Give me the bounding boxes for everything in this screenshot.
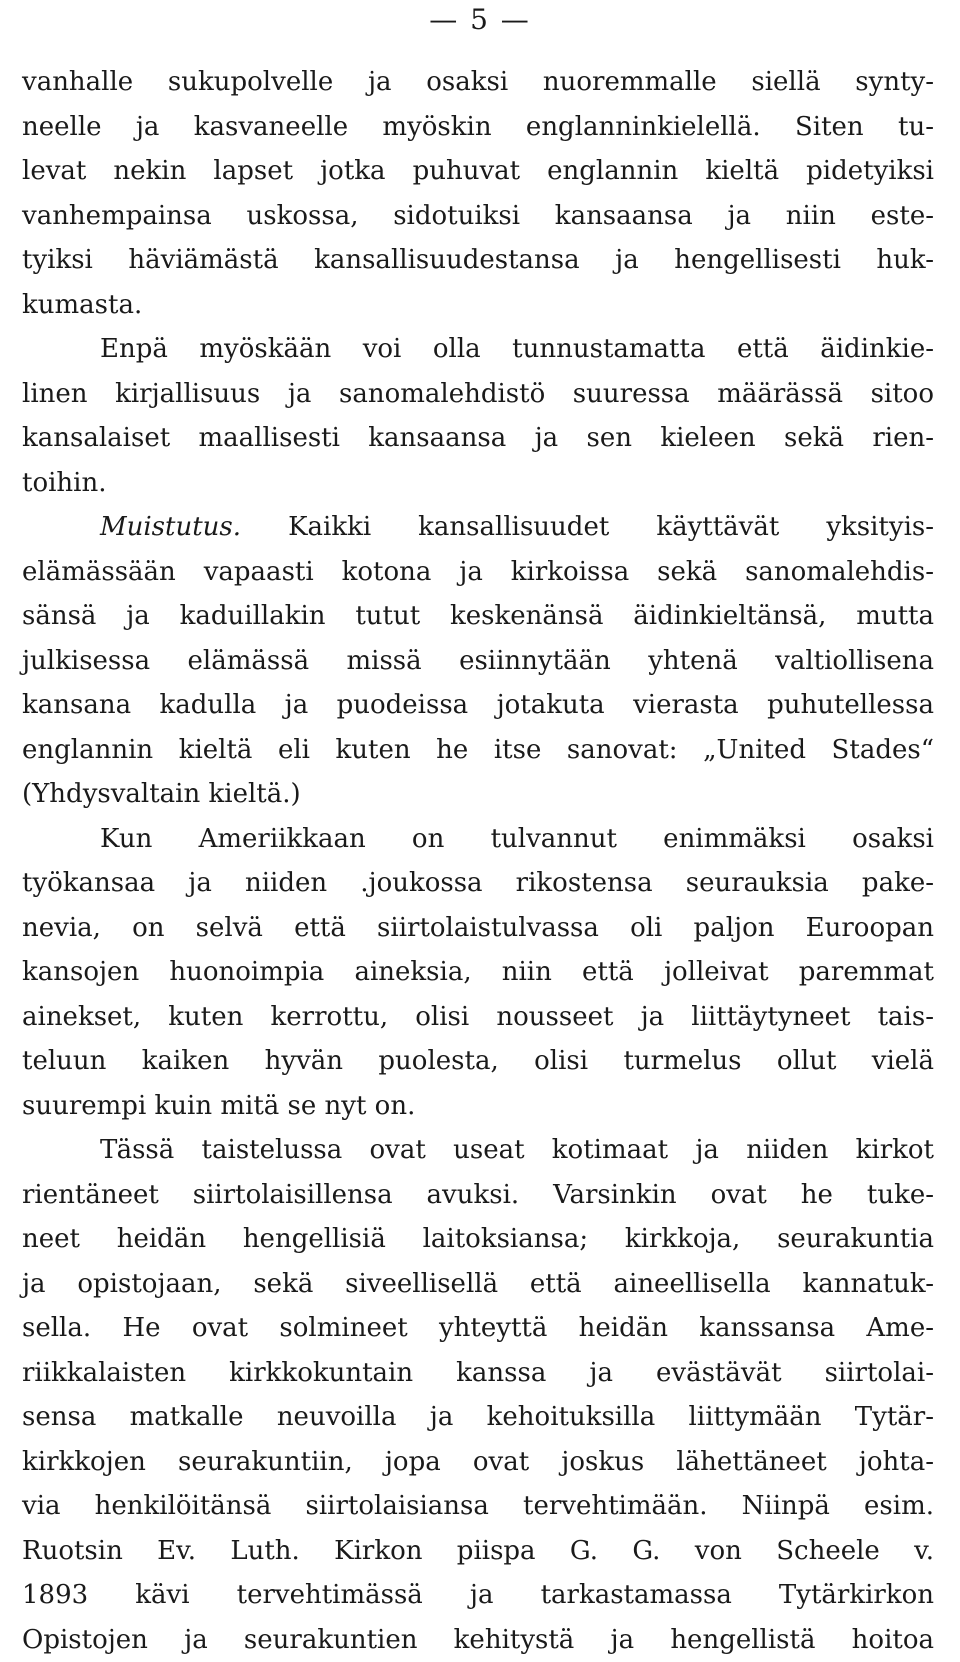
text-line: englannin kieltä eli kuten he itse sanovat: „United Stades“ (22, 728, 934, 773)
text-line: riikkalaisten kirkkokuntain kanssa ja evästävät siirtolai- (22, 1351, 934, 1396)
text-line: linen kirjallisuus ja sanomalehdistö suuressa määrässä sitoo (22, 372, 934, 417)
text-line: ainekset, kuten kerrottu, olisi nousseet ja liittäytyneet tais- (22, 995, 934, 1040)
text-line: sella. He ovat solmineet yhteyttä heidän kanssansa Ame- (22, 1306, 934, 1351)
text-line: neet heidän hengellisiä laitoksiansa; kirkkoja, seurakuntia (22, 1217, 934, 1262)
muistutus-label: Muistutus. (100, 512, 241, 542)
page-number: — 5 — (0, 2, 960, 38)
text-line: työkansaa ja niiden .joukossa rikostensa seurauksia pake- (22, 861, 934, 906)
text-line: neelle ja kasvaneelle myöskin englanninkielellä. Siten tu- (22, 105, 934, 150)
text-line: kansana kadulla ja puodeissa jotakuta vierasta puhutellessa (22, 683, 934, 728)
text-line: ja opistojaan, sekä siveellisellä että aineellisella kannatuk- (22, 1262, 934, 1307)
text-line: sensa matkalle neuvoilla ja kehoituksilla liittymään Tytär- (22, 1395, 934, 1440)
text-line: kirkkojen seurakuntiin, jopa ovat joskus lähettäneet johta- (22, 1440, 934, 1485)
text-line: (Yhdysvaltain kieltä.) (22, 772, 934, 817)
text-line: Ruotsin Ev. Luth. Kirkon piispa G. G. von Scheele v. (22, 1529, 934, 1574)
muistutus-line (22, 505, 934, 550)
text-line: elämässään vapaasti kotona ja kirkoissa sekä sanomalehdis- (22, 550, 934, 595)
text-line: suurempi kuin mitä se nyt on. (22, 1084, 934, 1129)
text-line: Enpä myöskään voi olla tunnustamatta että äidinkie- (22, 327, 934, 372)
text-line: via henkilöitänsä siirtolaisiansa tervehtimään. Niinpä esim. (22, 1484, 934, 1529)
text-line: tyiksi häviämästä kansallisuudestansa ja hengellisesti huk- (22, 238, 934, 283)
text-line: julkisessa elämässä missä esiinnytään yhtenä valtiollisena (22, 639, 934, 684)
text-line: teluun kaiken hyvän puolesta, olisi turmelus ollut vielä (22, 1039, 934, 1084)
text-fragment: Kaikki kansallisuudet käyttävät yksityis- (288, 512, 934, 542)
text-line: toihin. (22, 461, 934, 506)
text-line: kansalaiset maallisesti kansaansa ja sen kieleen sekä rien- (22, 416, 934, 461)
text-line: 1893 kävi tervehtimässä ja tarkastamassa Tytärkirkon (22, 1573, 934, 1618)
text-line: sänsä ja kaduillakin tutut keskenänsä äidinkieltänsä, mutta (22, 594, 934, 639)
text-line: rientäneet siirtolaisillensa avuksi. Varsinkin ovat he tuke- (22, 1173, 934, 1218)
text-line: nevia, on selvä että siirtolaistulvassa oli paljon Euroopan (22, 906, 934, 951)
text-line: vanhempainsa uskossa, sidotuiksi kansaansa ja niin este- (22, 194, 934, 239)
text-line: Opistojen ja seurakuntien kehitystä ja hengellistä hoitoa (22, 1618, 934, 1662)
text-line: levat nekin lapset jotka puhuvat englannin kieltä pidetyiksi (22, 149, 934, 194)
text-line: Tässä taistelussa ovat useat kotimaat ja niiden kirkot (22, 1128, 934, 1173)
text-line: kumasta. (22, 283, 934, 328)
text-line: Kun Ameriikkaan on tulvannut enimmäksi osaksi (22, 817, 934, 862)
text-line: kansojen huonoimpia aineksia, niin että jolleivat paremmat (22, 950, 934, 995)
text-line: vanhalle sukupolvelle ja osaksi nuoremmalle siellä synty- (22, 60, 934, 105)
body-text (22, 60, 934, 1662)
